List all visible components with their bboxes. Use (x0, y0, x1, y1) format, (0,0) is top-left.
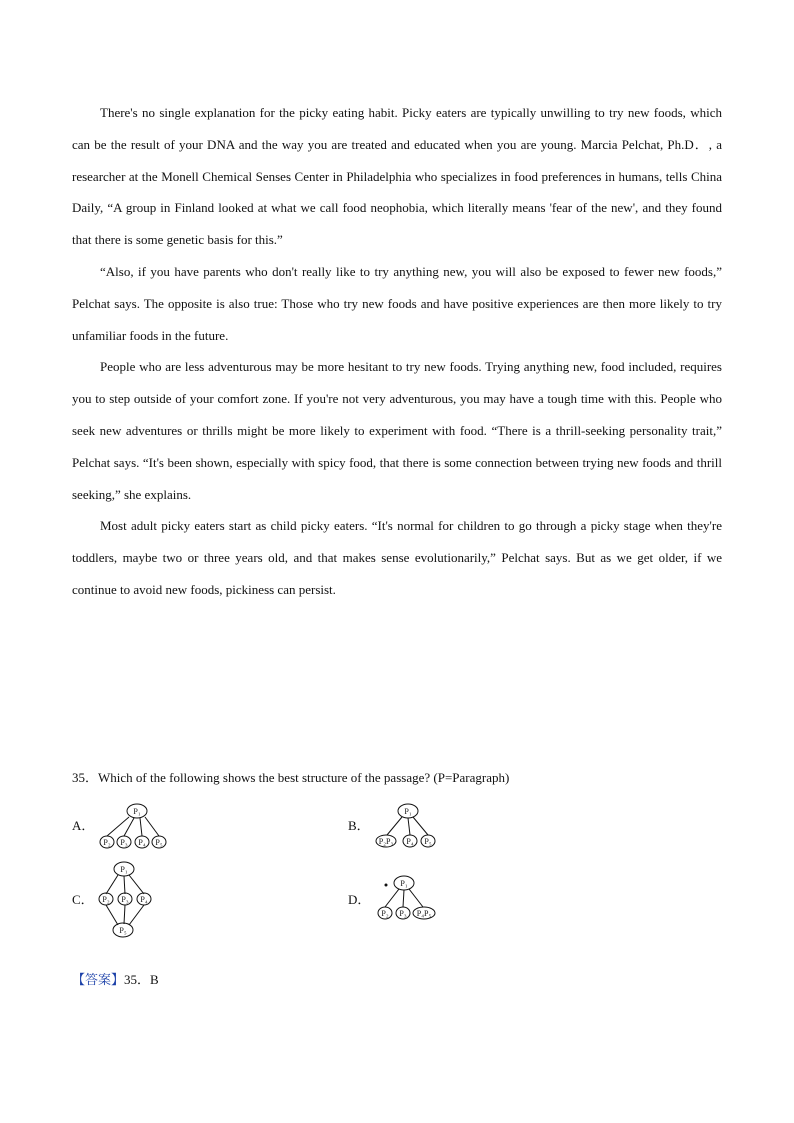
node-text: P₃ (120, 838, 128, 847)
node-text: P₁ (400, 879, 408, 888)
node-text: P₅ (119, 926, 127, 935)
option-c-diagram[interactable] (94, 858, 160, 940)
reading-passage (72, 97, 722, 606)
node-text: P₁ (133, 807, 141, 816)
node-text: P₃ (121, 895, 129, 904)
option-d-diagram[interactable] (372, 872, 442, 924)
paragraph-3: People who are less adventurous may be more hesitant to try new foods. Trying anything new, food included, requires you to step outside of your comfort zone. If you're not very adventurous, you may have a tough time with this. People who seek new adventures or thrills might be more likely to experiment with food. “There is a thrill-seeking personality trait,” Pelchat says. “It's been shown, especially with spicy food, that there is some connection between trying new foods and thrill seeking,” she explains. (72, 359, 722, 502)
node-text: P₅ (424, 837, 432, 846)
node-text: P₄ (140, 895, 148, 904)
node-text: P₂P₃ (378, 837, 394, 846)
option-b-diagram[interactable] (372, 800, 444, 852)
option-b-label[interactable]: B． (348, 818, 370, 833)
node-text: P₄ (406, 837, 414, 846)
node-text: P₂ (103, 838, 111, 847)
paragraph-2: “Also, if you have parents who don't really like to try anything new, you will also be exposed to fewer new foods,” Pelchat says. The opposite is also true: Those who try new foods and have positive experiences are then more likely to try unfamiliar foods in the future. (72, 263, 722, 343)
node-text: P₂ (381, 909, 389, 918)
decorative-dot (385, 884, 388, 887)
answer-tag: 【答案】 (72, 972, 125, 987)
option-a-label[interactable]: A． (72, 818, 95, 833)
node-text: P₂ (102, 895, 110, 904)
answer-text: 35．B (124, 972, 159, 987)
option-d-label[interactable]: D． (348, 892, 371, 907)
option-c-label[interactable]: C． (72, 892, 94, 907)
node-text: P₁ (120, 865, 128, 874)
node-text: P₄P₅ (416, 909, 432, 918)
node-text: P₁ (404, 807, 412, 816)
paragraph-4: Most adult picky eaters start as child picky eaters. “It's normal for children to go through a picky stage when they're toddlers, maybe two or three years old, and that makes sense evolutionarily,” Pelchat says. But as we get older, if we continue to avoid new foods, pickiness can persist. (72, 518, 722, 597)
node-text: P₅ (155, 838, 163, 847)
node-text: P₄ (138, 838, 146, 847)
option-a-diagram[interactable] (96, 800, 176, 852)
answer-line (72, 970, 159, 990)
node-text: P₃ (399, 909, 407, 918)
paragraph-1: There's no single explanation for the picky eating habit. Picky eaters are typically unwilling to try new foods, which can be the result of your DNA and the way you are treated and educated when you are young. Marcia Pelchat, Ph.D．, a researcher at the Monell Chemical Senses Center in Philadelphia who specializes in food preferences in humans, tells China Daily, “A group in Finland looked at what we call food neophobia, which literally means 'fear of the new', and they found that there is some genetic basis for this.” (72, 105, 722, 248)
question-35-stem: 35．Which of the following shows the best structure of the passage? (P=Paragraph) (72, 770, 510, 785)
